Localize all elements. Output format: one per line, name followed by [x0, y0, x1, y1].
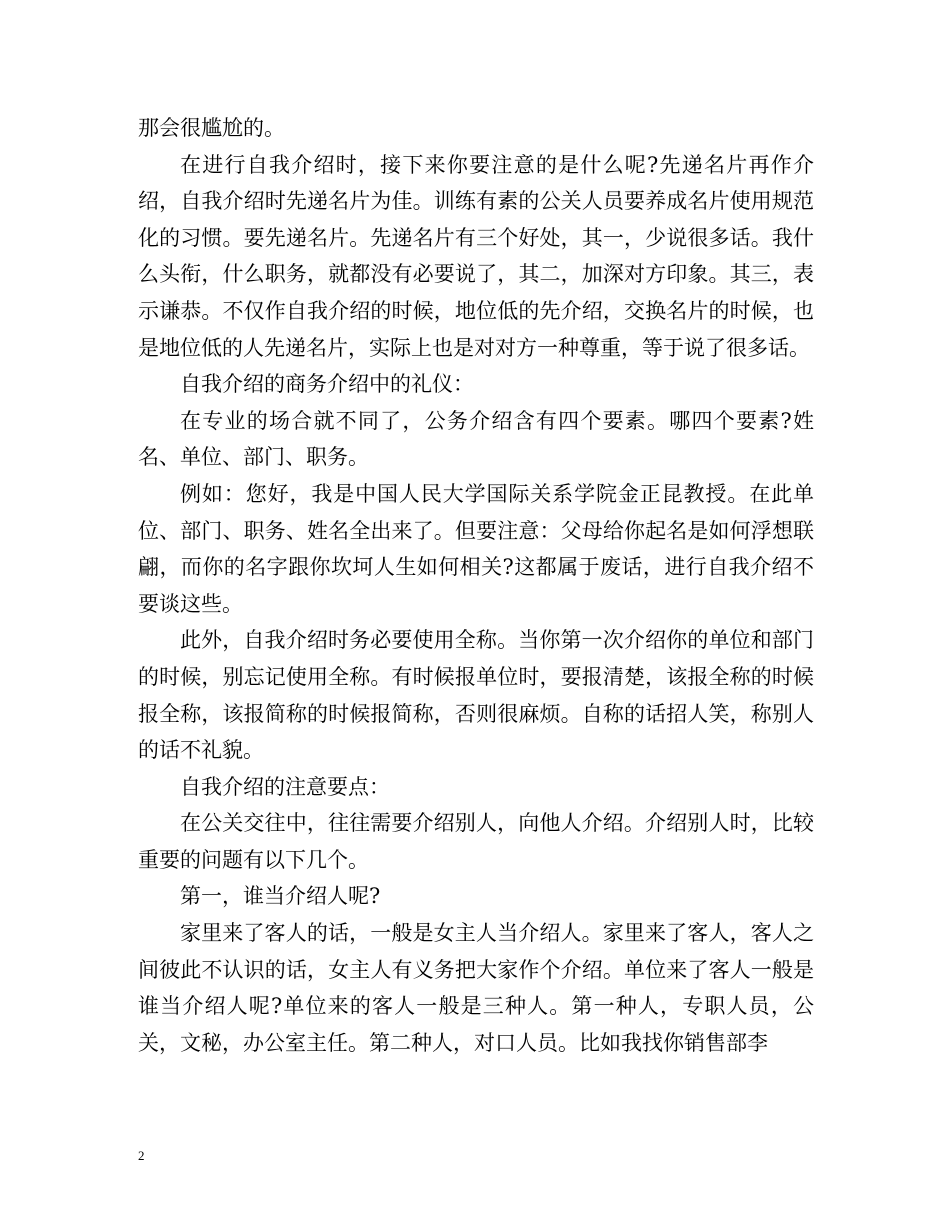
paragraph-2: 在进行自我介绍时，接下来你要注意的是什么呢?先递名片再作介绍，自我介绍时先递名片为佳。训练有素的公关人员要养成名片使用规范化的习惯。要先递名片。先递名片有三个好处，其一，少说很多话。我什么头衔，什么职务，就都没有必要说了，其二，加深对方印象。其三，表示谦恭。不仅作自我介绍的时候，地位低的先介绍，交换名片的时候，也是地位低的人先递名片，实际上也是对对方一种尊重，等于说了很多话。 — [138, 152, 814, 360]
paragraph-4: 在专业的场合就不同了，公务介绍含有四个要素。哪四个要素?姓名、单位、部门、职务。 — [138, 408, 814, 470]
paragraph-6: 此外，自我介绍时务必要使用全称。当你第一次介绍你的单位和部门的时候，别忘记使用全称。有时候报单位时，要报清楚，该报全称的时候报全称，该报简称的时候报简称，否则很麻烦。自称的话招人笑，称别人的话不礼貌。 — [138, 628, 814, 763]
section-heading-key-points: 自我介绍的注意要点： — [180, 774, 390, 799]
paragraph-8: 在公关交往中，往往需要介绍别人，向他人介绍。介绍别人时，比较重要的问题有以下几个。 — [138, 811, 814, 872]
paragraph-10: 家里来了客人的话，一般是女主人当介绍人。家里来了客人，客人之间彼此不认识的话，女主人有义务把大家作个介绍。单位来了客人一般是谁当介绍人呢?单位来的客人一般是三种人。第一种人，专职人员，公关，文秘，办公室主任。第二种人，对口人员。比如我找你销售部李 — [138, 921, 814, 1055]
section-heading-business-etiquette: 自我介绍的商务介绍中的礼仪： — [180, 372, 474, 397]
paragraph-1: 那会很尴尬的。 — [138, 116, 285, 140]
paragraph-9: 第一，谁当介绍人呢? — [180, 884, 381, 909]
page-number: 2 — [138, 1148, 145, 1163]
paragraph-5: 例如：您好，我是中国人民大学国际关系学院金正昆教授。在此单位、部门、职务、姓名全出来了。但要注意：父母给你起名是如何浮想联翩，而你的名字跟你坎坷人生如何相关?这都属于废话，进行自我介绍不要谈这些。 — [138, 481, 814, 616]
body-text — [138, 110, 814, 1061]
